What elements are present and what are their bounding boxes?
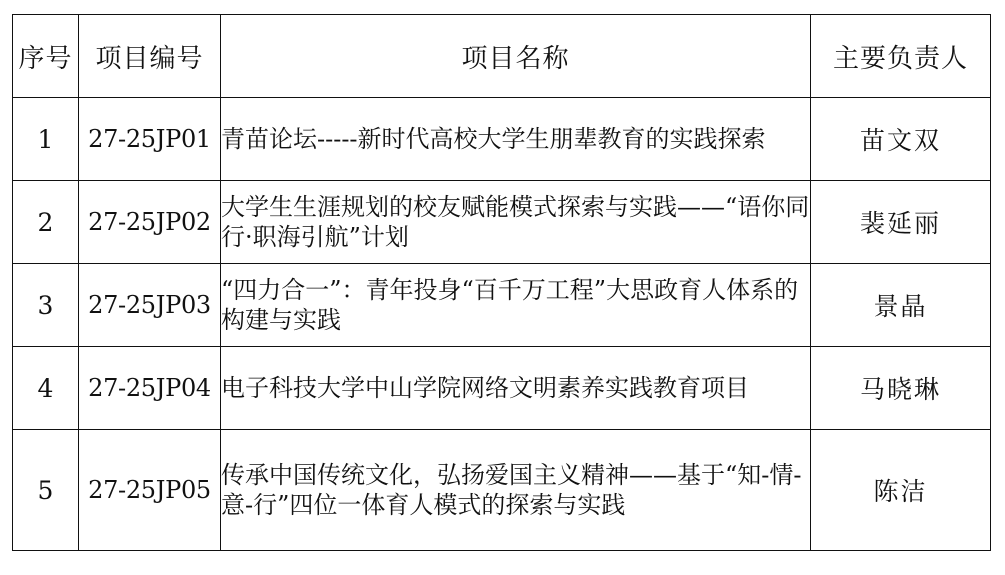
project-table [12,14,991,551]
row-project-code: 27-25JP05 [79,430,221,551]
header-lead: 主要负责人 [811,15,991,98]
row-project-code: 27-25JP03 [79,264,221,347]
row-project-name: “四力合一”：青年投身“百千万工程”大思政育人体系的构建与实践 [221,264,811,347]
table-row [13,181,991,264]
row-index: 4 [13,347,79,430]
table-row [13,264,991,347]
row-project-name: 大学生生涯规划的校友赋能模式探索与实践——“语你同行·职海引航”计划 [221,181,811,264]
row-lead: 陈洁 [811,430,991,551]
table-row [13,98,991,181]
row-lead: 裴延丽 [811,181,991,264]
table-row [13,430,991,551]
row-lead: 马晓琳 [811,347,991,430]
table-row [13,347,991,430]
row-index: 5 [13,430,79,551]
row-lead: 苗文双 [811,98,991,181]
row-lead: 景晶 [811,264,991,347]
row-index: 2 [13,181,79,264]
row-project-name: 电子科技大学中山学院网络文明素养实践教育项目 [221,347,811,430]
row-project-name: 传承中国传统文化，弘扬爱国主义精神——基于“知-情-意-行”四位一体育人模式的探索与实践 [221,430,811,551]
row-project-name: 青苗论坛-----新时代高校大学生朋辈教育的实践探索 [221,98,811,181]
row-index: 3 [13,264,79,347]
header-project-code: 项目编号 [79,15,221,98]
row-project-code: 27-25JP01 [79,98,221,181]
row-index: 1 [13,98,79,181]
header-project-name: 项目名称 [221,15,811,98]
row-project-code: 27-25JP02 [79,181,221,264]
row-project-code: 27-25JP04 [79,347,221,430]
header-index: 序号 [13,15,79,98]
header-row [13,15,991,98]
